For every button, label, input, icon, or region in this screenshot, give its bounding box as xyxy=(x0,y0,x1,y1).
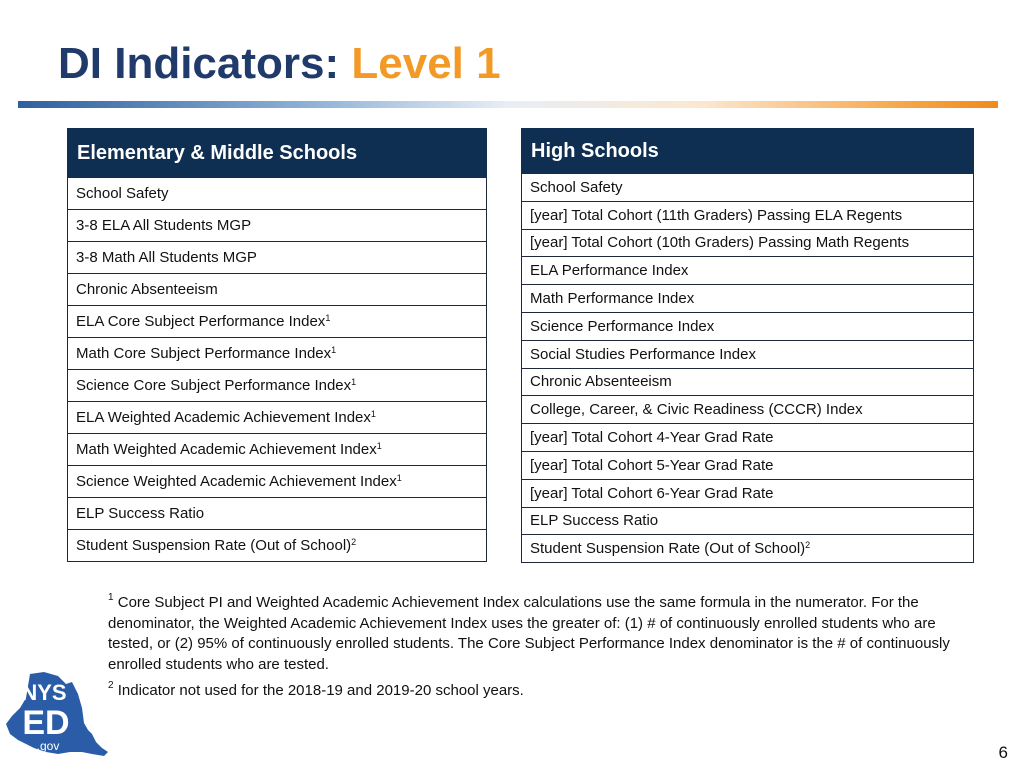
footnote-text: Indicator not used for the 2018-19 and 2019-20 school years. xyxy=(113,682,524,699)
table-row xyxy=(522,257,974,285)
table-row xyxy=(68,402,487,434)
indicator-cell xyxy=(522,340,974,368)
indicator-cell xyxy=(68,530,487,562)
indicator-cell xyxy=(68,466,487,498)
table-row xyxy=(68,498,487,530)
indicator-label: Chronic Absenteeism xyxy=(530,373,672,391)
indicator-cell xyxy=(522,396,974,424)
table-row xyxy=(68,434,487,466)
indicator-label: [year] Total Cohort (11th Graders) Passing ELA Regents xyxy=(530,206,903,224)
indicator-label: Social Studies Performance Index xyxy=(530,345,756,363)
high-school-indicators-table xyxy=(521,128,974,563)
table-row xyxy=(522,285,974,313)
indicator-cell xyxy=(68,434,487,466)
indicator-label: ELA Weighted Academic Achievement Index xyxy=(76,409,371,426)
table-row xyxy=(68,242,487,274)
logo-text-ed: ED xyxy=(22,704,70,742)
footnote-text: Core Subject PI and Weighted Academic Achievement Index calculations use the same formula in the numerator. For the denominator, the Weighted Academic Achievement Index uses the greater of: (1) # of continuously enrolled students who are tested, or (2) 95% of continuously enrolled students. The Core Subject Performance Index denominator is the # of continuously enrolled students who are tested. xyxy=(108,594,950,673)
indicator-label: 3-8 ELA All Students MGP xyxy=(76,217,252,234)
indicator-label: ELA Performance Index xyxy=(530,262,689,280)
indicator-cell xyxy=(68,242,487,274)
indicator-cell xyxy=(522,229,974,257)
indicator-cell xyxy=(522,201,974,229)
table-row xyxy=(68,178,487,210)
indicator-cell xyxy=(522,424,974,452)
table-row xyxy=(522,451,974,479)
table-row xyxy=(522,229,974,257)
indicator-cell xyxy=(522,312,974,340)
elementary-middle-indicators-table xyxy=(67,128,487,562)
table-row xyxy=(522,174,974,202)
indicator-cell xyxy=(522,507,974,535)
footnote-ref: 1 xyxy=(376,441,382,451)
indicator-label: [year] Total Cohort 4-Year Grad Rate xyxy=(530,429,774,447)
table-row xyxy=(68,274,487,306)
title-main: DI Indicators: xyxy=(58,39,340,88)
page-title xyxy=(58,38,501,90)
indicator-label: Math Core Subject Performance Index xyxy=(76,345,332,362)
indicator-cell xyxy=(522,368,974,396)
footnote-2 xyxy=(108,681,983,702)
logo-text-gov: .gov xyxy=(36,739,60,753)
footnote-ref: 1 xyxy=(370,409,376,419)
table-row xyxy=(68,466,487,498)
indicator-cell xyxy=(68,370,487,402)
indicator-cell xyxy=(68,274,487,306)
table-row xyxy=(522,507,974,535)
table-row xyxy=(522,340,974,368)
indicator-label: ELP Success Ratio xyxy=(76,505,205,522)
table-header: Elementary & Middle Schools xyxy=(68,129,487,178)
indicator-cell xyxy=(522,451,974,479)
footnote-ref: 1 xyxy=(325,313,331,323)
page-number: 6 xyxy=(998,743,1008,762)
indicator-cell xyxy=(522,257,974,285)
footnote-ref: 1 xyxy=(351,377,357,387)
indicator-cell xyxy=(68,306,487,338)
footnote-marker: 1 xyxy=(108,592,114,603)
table-row xyxy=(522,368,974,396)
table-row xyxy=(522,312,974,340)
table-row xyxy=(522,535,974,563)
indicator-cell xyxy=(522,479,974,507)
footnote-ref: 2 xyxy=(805,540,811,551)
indicator-cell xyxy=(68,178,487,210)
indicator-label: Math Weighted Academic Achievement Index xyxy=(76,441,377,458)
table-header: High Schools xyxy=(522,129,974,174)
footnote-ref: 1 xyxy=(396,473,402,483)
table-row xyxy=(68,210,487,242)
footnote-ref: 1 xyxy=(331,345,337,355)
table-row xyxy=(68,370,487,402)
indicator-cell xyxy=(68,210,487,242)
indicator-label: Math Performance Index xyxy=(530,290,695,308)
indicator-label: Student Suspension Rate (Out of School) xyxy=(530,540,806,558)
footnote-ref: 2 xyxy=(351,537,357,547)
indicator-label: [year] Total Cohort 5-Year Grad Rate xyxy=(530,456,774,474)
indicator-label: ELP Success Ratio xyxy=(530,512,659,530)
indicator-label: School Safety xyxy=(530,178,623,196)
indicator-cell xyxy=(522,285,974,313)
indicator-cell xyxy=(522,535,974,563)
nysed-logo xyxy=(0,668,112,760)
table-row xyxy=(522,201,974,229)
table-row xyxy=(522,424,974,452)
indicator-label: Science Performance Index xyxy=(530,317,715,335)
indicator-label: ELA Core Subject Performance Index xyxy=(76,313,326,330)
indicator-cell xyxy=(68,338,487,370)
footnote-marker: 2 xyxy=(108,680,114,691)
indicator-label: Science Weighted Academic Achievement Index xyxy=(76,473,397,490)
footnote-1 xyxy=(108,593,983,675)
logo-text-nys: NYS xyxy=(21,680,67,705)
indicator-label: Student Suspension Rate (Out of School) xyxy=(76,537,352,554)
table-row xyxy=(68,306,487,338)
table-row xyxy=(68,338,487,370)
indicator-label: Science Core Subject Performance Index xyxy=(76,377,352,394)
indicator-cell xyxy=(522,174,974,202)
table-row xyxy=(522,396,974,424)
indicator-label: [year] Total Cohort (10th Graders) Passing Math Regents xyxy=(530,234,910,252)
footnotes xyxy=(108,593,983,702)
indicator-label: 3-8 Math All Students MGP xyxy=(76,249,257,266)
indicator-cell xyxy=(68,402,487,434)
table-row xyxy=(68,530,487,562)
indicator-label: [year] Total Cohort 6-Year Grad Rate xyxy=(530,484,774,502)
title-divider xyxy=(18,101,998,108)
indicator-label: School Safety xyxy=(76,185,169,202)
indicator-label: Chronic Absenteeism xyxy=(76,281,218,298)
title-accent: Level 1 xyxy=(351,39,501,88)
indicator-label: College, Career, & Civic Readiness (CCCR) Index xyxy=(530,401,863,419)
table-row xyxy=(522,479,974,507)
indicator-cell xyxy=(68,498,487,530)
